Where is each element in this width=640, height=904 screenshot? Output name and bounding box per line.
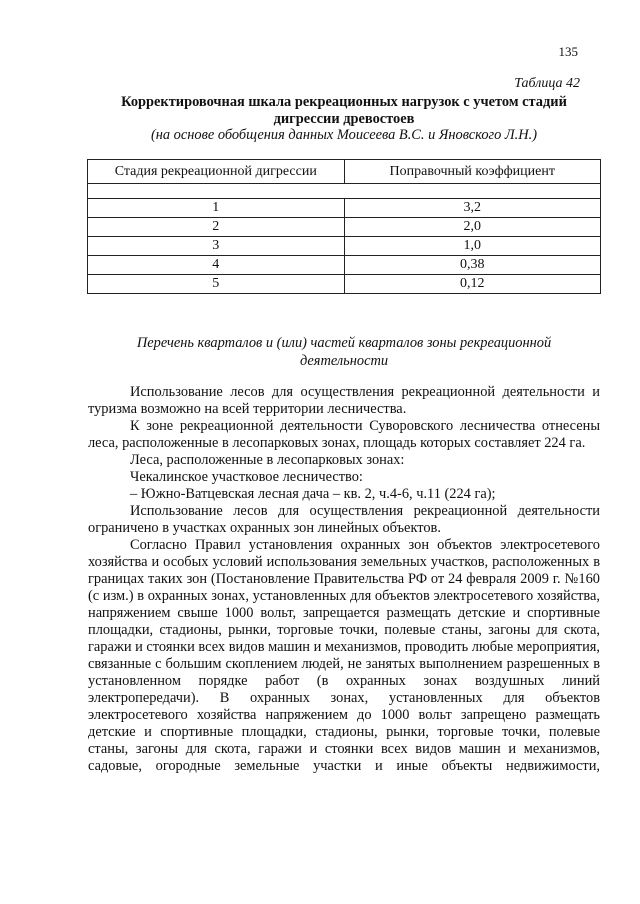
stage-cell: 4: [88, 256, 345, 275]
table-title: [88, 94, 600, 128]
section-heading: [88, 334, 600, 370]
body-text: [88, 384, 600, 775]
coefficient-cell: 3,2: [344, 199, 601, 218]
paragraph: Использование лесов для осуществления рекреационной деятельности ограничено в участках охранных зон линейных объектов.: [88, 503, 600, 536]
paragraph: К зоне рекреационной деятельности Суворовского лесничества отнесены леса, расположенные в лесопарковых зонах, площадь которых составляет 224 га.: [88, 418, 600, 451]
paragraph: Использование лесов для осуществления рекреационной деятельности и туризма возможно на всей территории лесничества.: [88, 384, 600, 417]
page-number: 135: [558, 44, 578, 59]
stage-cell: 2: [88, 218, 345, 237]
table-row: [88, 256, 601, 275]
column-header-stage: Стадия рекреационной дигрессии: [88, 160, 345, 184]
coefficient-cell: 0,12: [344, 275, 601, 294]
table-row: [88, 275, 601, 294]
table-spacer-row: [88, 184, 601, 199]
column-header-coefficient: Поправочный коэффициент: [344, 160, 601, 184]
dygression-coefficient-table: [87, 159, 601, 294]
table-header-row: [88, 160, 601, 184]
table-row: [88, 237, 601, 256]
section-heading-line: Перечень кварталов и (или) частей кварталов зоны рекреационной: [136, 335, 552, 351]
paragraph: Чекалинское участковое лесничество:: [130, 469, 363, 485]
table-subtitle: (на основе обобщения данных Моисеева В.С. и Яновского Л.Н.): [150, 127, 538, 143]
table-spacer-cell: [88, 184, 601, 199]
table-title-line: Корректировочная шкала рекреационных нагрузок с учетом стадий: [121, 94, 567, 110]
stage-cell: 3: [88, 237, 345, 256]
table-caption: Таблица 42: [514, 76, 580, 91]
paragraph: – Южно-Ватцевская лесная дача – кв. 2, ч.4-6, ч.11 (224 га);: [130, 486, 496, 502]
table-row: [88, 199, 601, 218]
coefficient-cell: 0,38: [344, 256, 601, 275]
table-title-line: дигрессии древостоев: [273, 111, 415, 127]
coefficient-cell: 1,0: [344, 237, 601, 256]
paragraph: Леса, расположенные в лесопарковых зонах:: [130, 452, 405, 468]
stage-cell: 5: [88, 275, 345, 294]
coefficient-cell: 2,0: [344, 218, 601, 237]
paragraph: Согласно Правил установления охранных зон объектов электросетевого хозяйства и особых условий использования земельных участков, расположенных в границах таких зон (Постановление Правительства РФ от 24 февраля 2009 г. №160 (с изм.) в охранных зонах, установленных для объектов электросетевого хозяйства, напряжением свыше 1000 вольт, запрещается размещать детские и спортивные площадки, стадионы, рынки, торговые точки, полевые станы, загоны для скота, гаражи и стоянки всех видов машин и механизмов, проводить любые мероприятия, связанные с большим скоплением людей, не занятых выполнением разрешенных в установленном порядке работ (в охранных зонах воздушных линий электропередачи). В охранных зонах, установленных для объектов электросетевого хозяйства напряжением до 1000 вольт запрещено размещать детские и спортивные площадки, стадионы, рынки, торговые точки, полевые станы, загоны для скота, гаражи и стоянки всех видов машин и механизмов, садовые, огородные земельные участки и иные объекты недвижимости,: [88, 537, 601, 774]
section-heading-line: деятельности: [299, 353, 389, 369]
stage-cell: 1: [88, 199, 345, 218]
table-row: [88, 218, 601, 237]
